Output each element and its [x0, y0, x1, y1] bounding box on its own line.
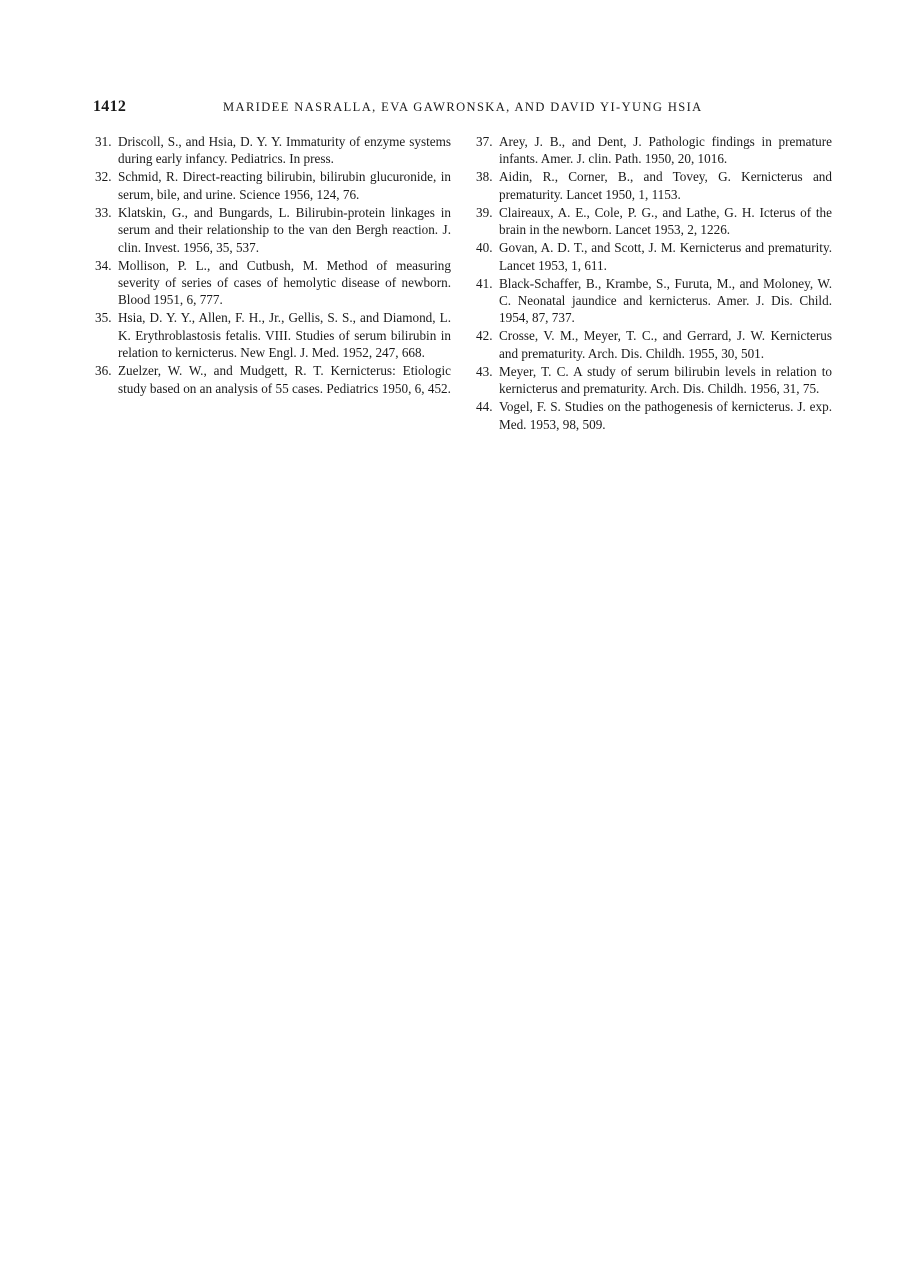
- reference-35: [95, 309, 451, 361]
- reference-text: Hsia, D. Y. Y., Allen, F. H., Jr., Gellis, S. S., and Diamond, L. K. Erythroblastosis fetalis. VIII. Studies of serum bilirubin in relation to kernicterus. New Engl. J. Med. 1952, 247, 668.: [118, 310, 451, 361]
- reference-32: [95, 168, 451, 203]
- reference-text: Aidin, R., Corner, B., and Tovey, G. Kernicterus and prematurity. Lancet 1950, 1, 1153.: [499, 169, 832, 202]
- reference-34: [95, 257, 451, 309]
- reference-text: Vogel, F. S. Studies on the pathogenesis of kernicterus. J. exp. Med. 1953, 98, 509.: [499, 399, 832, 432]
- reference-number: 34.: [95, 257, 112, 273]
- reference-number: 36.: [95, 363, 112, 379]
- reference-39: [476, 204, 832, 239]
- reference-text: Schmid, R. Direct-reacting bilirubin, bilirubin glucuronide, in serum, bile, and urine. Science 1956, 124, 76.: [118, 169, 451, 202]
- running-head-authors: MARIDEE NASRALLA, EVA GAWRONSKA, AND DAVID YI-YUNG HSIA: [223, 100, 703, 114]
- reference-number: 39.: [476, 204, 493, 220]
- reference-44: [476, 398, 832, 433]
- reference-number: 38.: [476, 169, 493, 185]
- reference-number: 42.: [476, 328, 493, 344]
- running-head: [93, 98, 838, 118]
- reference-38: [476, 168, 832, 203]
- reference-number: 44.: [476, 399, 493, 415]
- reference-37: [476, 133, 832, 168]
- reference-33: [95, 204, 451, 256]
- reference-number: 43.: [476, 363, 493, 379]
- page-number: 1412: [93, 98, 127, 115]
- reference-text: Mollison, P. L., and Cutbush, M. Method of measuring severity of series of cases of hemolytic disease of newborn. Blood 1951, 6, 777.: [118, 257, 451, 308]
- reference-number: 32.: [95, 169, 112, 185]
- reference-text: Black-Schaffer, B., Krambe, S., Furuta, M., and Moloney, W. C. Neonatal jaundice and kernicterus. Amer. J. Dis. Child. 1954, 87, 737.: [499, 275, 832, 326]
- references-right-column: [476, 133, 832, 434]
- reference-text: Klatskin, G., and Bungards, L. Bilirubin-protein linkages in serum and their relationship to the van den Bergh reaction. J. clin. Invest. 1956, 35, 537.: [118, 204, 451, 255]
- reference-43: [476, 363, 832, 398]
- reference-number: 35.: [95, 310, 112, 326]
- reference-36: [95, 362, 451, 397]
- reference-text: Driscoll, S., and Hsia, D. Y. Y. Immaturity of enzyme systems during early infancy. Pediatrics. In press.: [118, 134, 451, 167]
- reference-31: [95, 133, 451, 168]
- reference-text: Arey, J. B., and Dent, J. Pathologic findings in premature infants. Amer. J. clin. Path. 1950, 20, 1016.: [499, 134, 832, 167]
- reference-number: 41.: [476, 275, 493, 291]
- reference-text: Zuelzer, W. W., and Mudgett, R. T. Kernicterus: Etiologic study based on an analysis of 55 cases. Pediatrics 1950, 6, 452.: [118, 363, 451, 396]
- reference-number: 33.: [95, 204, 112, 220]
- reference-number: 31.: [95, 134, 112, 149]
- reference-41: [476, 275, 832, 327]
- references-left-column: [95, 133, 451, 398]
- reference-text: Crosse, V. M., Meyer, T. C., and Gerrard, J. W. Kernicterus and prematurity. Arch. Dis. Childh. 1955, 30, 501.: [499, 328, 832, 361]
- reference-text: Govan, A. D. T., and Scott, J. M. Kernicterus and prematurity. Lancet 1953, 1, 611.: [499, 240, 832, 273]
- reference-number: 40.: [476, 240, 493, 256]
- reference-40: [476, 239, 832, 274]
- reference-number: 37.: [476, 134, 493, 149]
- reference-text: Claireaux, A. E., Cole, P. G., and Lathe, G. H. Icterus of the brain in the newborn. Lancet 1953, 2, 1226.: [499, 204, 832, 238]
- reference-42: [476, 327, 832, 362]
- reference-text: Meyer, T. C. A study of serum bilirubin levels in relation to kernicterus and prematurity. Arch. Dis. Childh. 1956, 31, 75.: [499, 363, 832, 397]
